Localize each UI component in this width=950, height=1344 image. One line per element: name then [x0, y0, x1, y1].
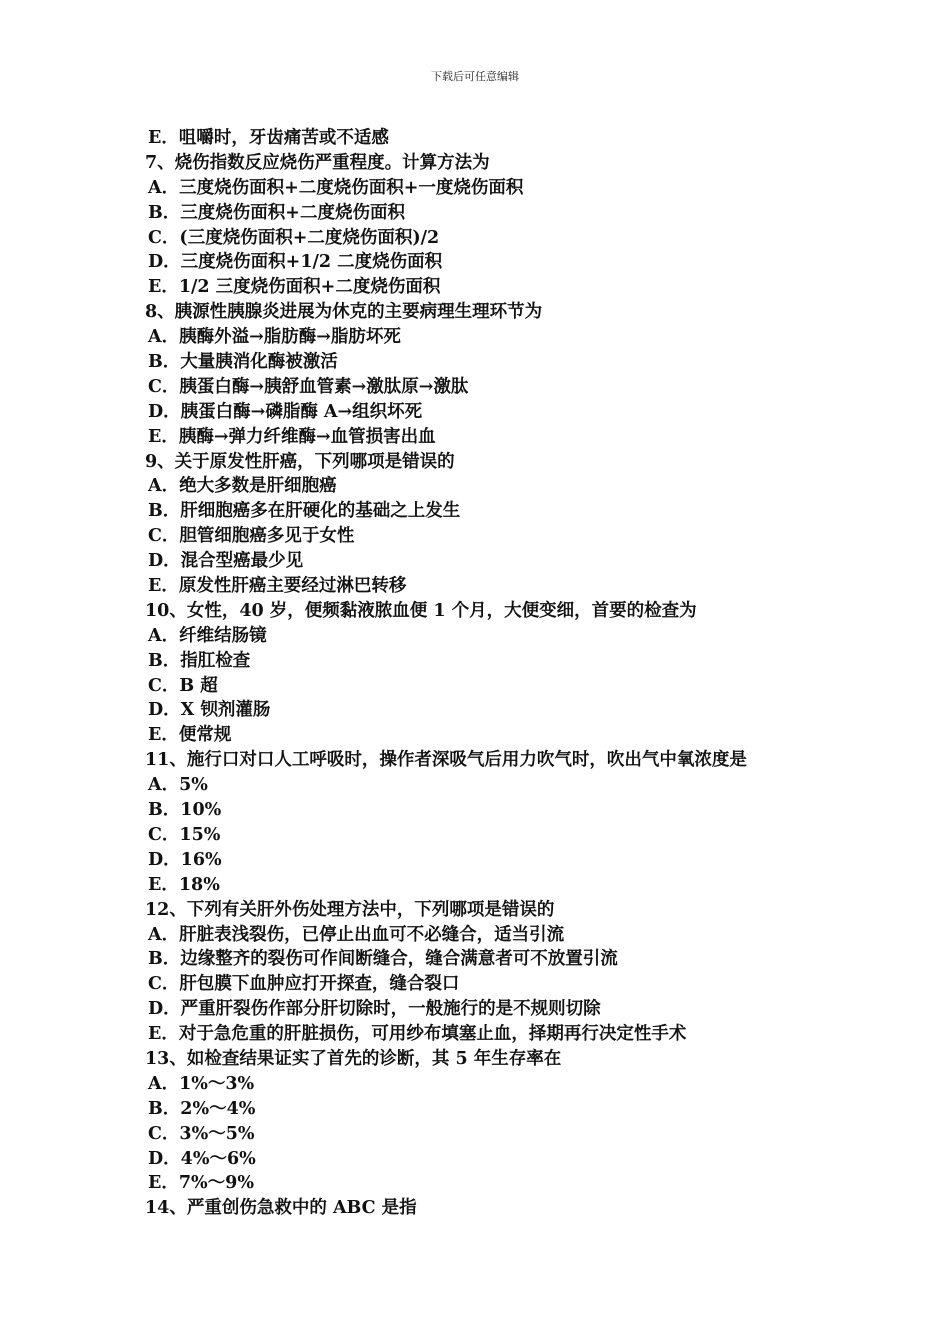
question-stem: 7、烧伤指数反应烧伤严重程度。计算方法为: [145, 152, 490, 173]
answer-option: D．4%～6%: [148, 1148, 256, 1169]
answer-option: A．纤维结肠镜: [148, 625, 267, 646]
question-stem: 12、下列有关肝外伤处理方法中，下列哪项是错误的: [145, 899, 555, 920]
answer-option: A．1%～3%: [148, 1073, 255, 1094]
answer-option: D．严重肝裂伤作部分肝切除时，一般施行的是不规则切除: [148, 999, 601, 1020]
answer-option: E．1/2 三度烧伤面积+二度烧伤面积: [148, 277, 441, 298]
answer-option: B．2%～4%: [148, 1098, 256, 1119]
answer-option: D．三度烧伤面积+1/2 二度烧伤面积: [148, 252, 443, 273]
answer-option: B．肝细胞癌多在肝硬化的基础之上发生: [148, 501, 461, 522]
answer-option: C．15%: [148, 824, 221, 845]
answer-option: B．边缘整齐的裂伤可作间断缝合，缝合满意者可不放置引流: [148, 949, 618, 970]
question-list: [145, 126, 865, 1221]
question-stem: 9、关于原发性肝癌，下列哪项是错误的: [145, 451, 455, 472]
answer-option: A．三度烧伤面积+二度烧伤面积+一度烧伤面积: [148, 177, 524, 198]
answer-option: A．5%: [148, 775, 208, 796]
answer-option: E．18%: [148, 874, 220, 895]
answer-option: A．肝脏表浅裂伤，已停止出血可不必缝合，适当引流: [148, 924, 565, 945]
answer-option: D．X 钡剂灌肠: [148, 700, 271, 721]
answer-option: E．便常规: [148, 725, 232, 746]
question-stem: 13、如检查结果证实了首先的诊断，其 5 年生存率在: [145, 1048, 562, 1069]
answer-option: C．B 超: [148, 675, 218, 696]
answer-option: C．3%～5%: [148, 1123, 255, 1144]
answer-option: B．大量胰消化酶被激活: [148, 352, 338, 373]
answer-option: E．胰酶→弹力纤维酶→血管损害出血: [148, 426, 436, 447]
question-stem: 8、胰源性胰腺炎进展为休克的主要病理生理环节为: [145, 302, 543, 323]
answer-option: B．10%: [148, 800, 222, 821]
answer-option: C．(三度烧伤面积+二度烧伤面积)/2: [148, 227, 440, 248]
answer-option: E．咀嚼时，牙齿痛苦或不适感: [148, 128, 389, 148]
answer-option: E．7%～9%: [148, 1173, 254, 1194]
answer-option: E．对于急危重的肝脏损伤，可用纱布填塞止血，择期再行决定性手术: [148, 1024, 687, 1045]
answer-option: D．胰蛋白酶→磷脂酶 A→组织坏死: [148, 401, 423, 422]
page-header: 下载后可任意编辑: [431, 70, 519, 83]
answer-option: E．原发性肝癌主要经过淋巴转移: [148, 576, 407, 597]
answer-option: C．胆管细胞癌多见于女性: [148, 526, 355, 547]
question-stem: 14、严重创伤急救中的 ABC 是指: [145, 1198, 417, 1219]
answer-option: D．16%: [148, 849, 222, 870]
answer-option: C．胰蛋白酶→胰舒血管素→激肽原→激肽: [148, 376, 469, 397]
answer-option: D．混合型癌最少见: [148, 551, 304, 572]
answer-option: A．绝大多数是肝细胞癌: [148, 476, 337, 497]
answer-option: B．指肛检查: [148, 650, 251, 671]
question-stem: 11、施行口对口人工呼吸时，操作者深吸气后用力吹气时，吹出气中氧浓度是: [145, 750, 747, 771]
answer-option: B．三度烧伤面积+二度烧伤面积: [148, 202, 405, 223]
answer-option: C．肝包膜下血肿应打开探查，缝合裂口: [148, 974, 460, 995]
question-stem: 10、女性，40 岁，便频黏液脓血便 1 个月，大便变细，首要的检查为: [145, 600, 697, 621]
answer-option: A．胰酶外溢→脂肪酶→脂肪坏死: [148, 327, 401, 348]
